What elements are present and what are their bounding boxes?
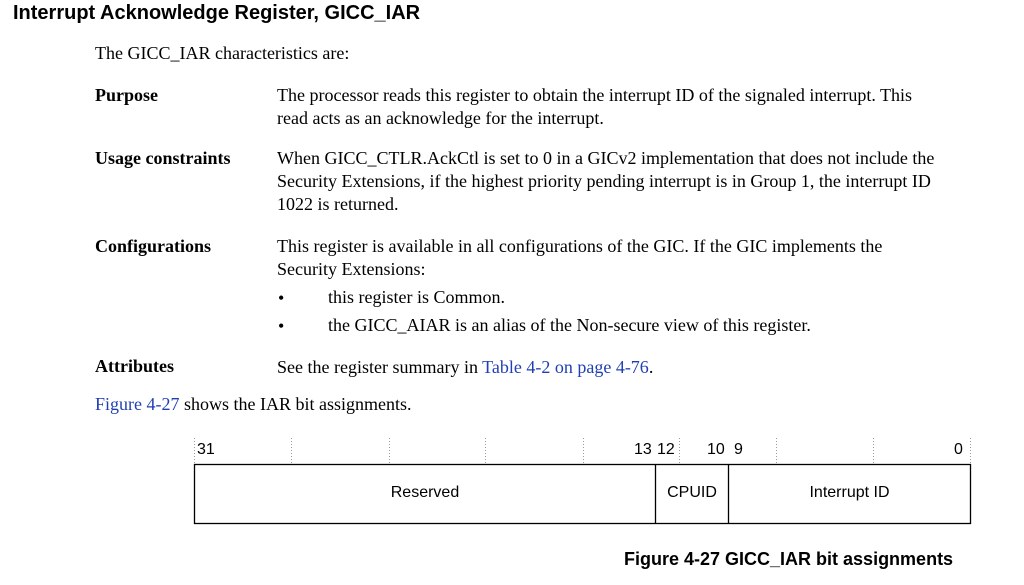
usage-line: Security Extensions, if the highest priority pending interrupt is in Group 1, the interrupt ID bbox=[277, 171, 931, 191]
attributes-prefix: See the register summary in bbox=[277, 357, 483, 377]
bit-label-10: 10 bbox=[707, 441, 725, 458]
configurations-bullet: this register is Common. bbox=[328, 287, 505, 307]
figure-caption: Figure 4-27 GICC_IAR bit assignments bbox=[624, 549, 954, 569]
configurations-bullet: the GICC_AIAR is an alias of the Non-secure view of this register. bbox=[328, 315, 811, 335]
purpose-line: The processor reads this register to obtain the interrupt ID of the signaled interrupt. This bbox=[277, 85, 913, 105]
figure-4-27-link[interactable]: Figure 4-27 bbox=[95, 394, 180, 414]
page-title: Interrupt Acknowledge Register, GICC_IAR bbox=[13, 2, 421, 24]
bit-label-31: 31 bbox=[197, 441, 215, 458]
purpose-line: read acts as an acknowledge for the interrupt. bbox=[277, 108, 604, 128]
bit-tick-marks bbox=[195, 438, 971, 464]
configurations-description bbox=[277, 235, 997, 281]
usage-constraints-description bbox=[277, 147, 997, 216]
attributes-description bbox=[277, 356, 997, 379]
figure-reference-text: shows the IAR bit assignments. bbox=[179, 394, 412, 414]
bit-label-12: 12 bbox=[657, 441, 675, 458]
usage-constraints-term: Usage constraints bbox=[95, 148, 231, 168]
purpose-term: Purpose bbox=[95, 85, 158, 105]
figure-reference bbox=[95, 394, 412, 415]
bullet-icon: • bbox=[278, 316, 285, 336]
field-interrupt-id: Interrupt ID bbox=[809, 484, 890, 501]
usage-line: 1022 is returned. bbox=[277, 194, 399, 214]
usage-line: When GICC_CTLR.AckCtl is set to 0 in a GICv2 implementation that does not include the bbox=[277, 148, 935, 168]
configurations-line: Security Extensions: bbox=[277, 259, 426, 279]
table-4-2-link[interactable]: Table 4-2 on page 4-76 bbox=[482, 357, 649, 377]
bullet-icon: • bbox=[278, 288, 285, 308]
configurations-term: Configurations bbox=[95, 236, 212, 256]
bit-label-0: 0 bbox=[954, 441, 963, 458]
field-reserved: Reserved bbox=[390, 484, 460, 501]
field-cpuid: CPUID bbox=[667, 484, 717, 501]
bit-label-9: 9 bbox=[734, 441, 743, 458]
configurations-line: This register is available in all configurations of the GIC. If the GIC implements the bbox=[277, 236, 883, 256]
intro-text: The GICC_IAR characteristics are: bbox=[95, 43, 350, 63]
bit-label-13: 13 bbox=[634, 441, 652, 458]
attributes-term: Attributes bbox=[95, 356, 174, 376]
attributes-suffix: . bbox=[648, 357, 654, 377]
purpose-description bbox=[277, 84, 997, 130]
